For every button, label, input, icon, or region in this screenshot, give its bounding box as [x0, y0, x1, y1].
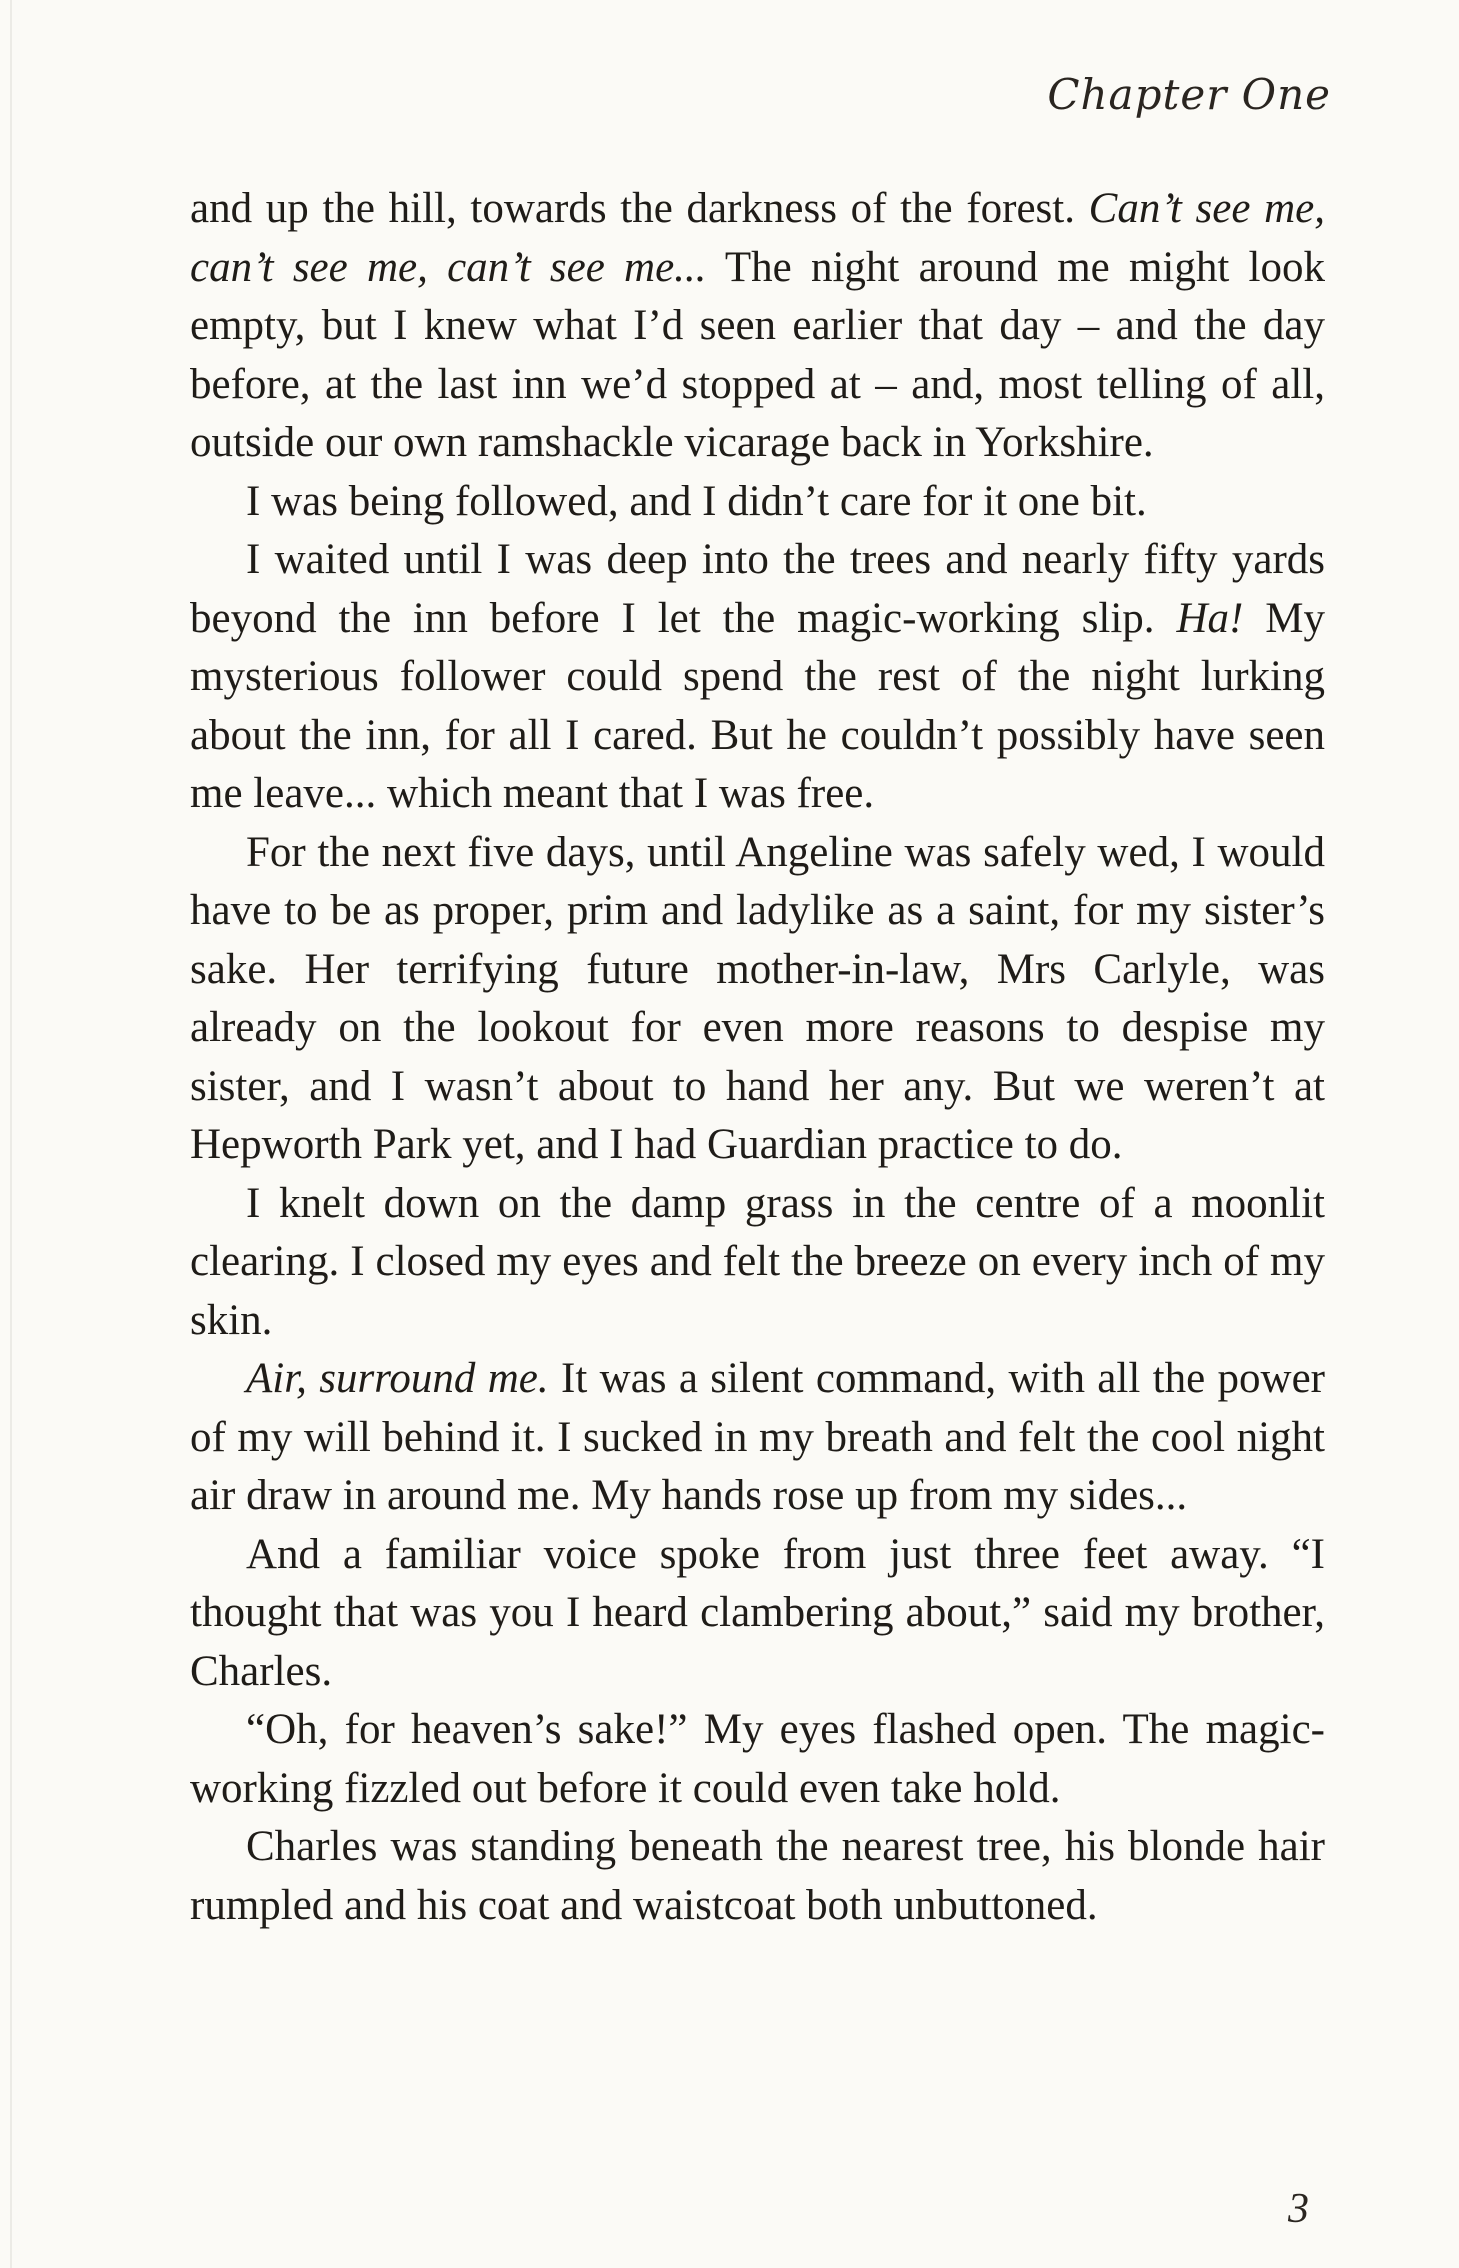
paragraph	[190, 1818, 1325, 1935]
italic-text-segment: Can’t see me, can’t see me, can’t see me...	[190, 185, 1325, 291]
text-segment: It was a silent command, with all the power of my will behind it. I sucked in my breath and felt the cool night air draw in around me. My hands rose up from my sides...	[190, 1355, 1325, 1519]
italic-text-segment: Ha!	[1176, 594, 1244, 642]
paragraph	[190, 531, 1325, 824]
text-segment: “Oh, for heaven’s sake!” My eyes flashed open. The magic-working fizzled out before it could even take hold.	[190, 1706, 1325, 1812]
paragraph	[190, 473, 1325, 532]
paragraph	[190, 1350, 1325, 1526]
running-head: Chapter One	[1047, 70, 1331, 119]
text-segment: and up the hill, towards the darkness of the forest.	[190, 185, 1089, 232]
paragraph	[190, 1175, 1325, 1351]
text-segment: Charles was standing beneath the nearest tree, his blonde hair rumpled and his coat and waistcoat both unbuttoned.	[190, 1823, 1325, 1929]
paragraph	[190, 1701, 1325, 1818]
body-text	[190, 180, 1325, 1935]
paragraph	[190, 824, 1325, 1175]
text-segment: I was being followed, and I didn’t care for it one bit.	[246, 477, 1147, 525]
text-segment: I waited until I was deep into the trees and nearly fifty yards beyond the inn before I let the magic-working slip.	[190, 536, 1325, 642]
italic-text-segment: Air, surround me.	[246, 1355, 549, 1402]
text-segment: For the next five days, until Angeline was safely wed, I would have to be as proper, prim and ladylike as a saint, for my sister’s sake. Her terrifying future mother-in-law, Mrs Carlyle, was already on the lookout for even more reasons to despise my sister, and I wasn’t about to hand her any. But we weren’t at Hepworth Park yet, and I had Guardian practice to do.	[190, 828, 1325, 1168]
page-number: 3	[1288, 2186, 1309, 2232]
text-segment: And a familiar voice spoke from just three feet away. “I thought that was you I heard clambering about,” said my brother, Charles.	[190, 1530, 1325, 1695]
page-gutter-edge	[10, 0, 12, 2268]
paragraph	[190, 180, 1325, 473]
text-segment: I knelt down on the damp grass in the centre of a moonlit clearing. I closed my eyes and felt the breeze on every inch of my skin.	[190, 1179, 1325, 1344]
paragraph	[190, 1526, 1325, 1702]
text-segment: My mysterious follower could spend the rest of the night lurking about the inn, for all I cared. But he couldn’t possibly have seen me leave... which meant that I was free.	[190, 594, 1326, 817]
text-segment: The night around me might look empty, but I knew what I’d seen earlier that day – and the day before, at the last inn we’d stopped at – and, most telling of all, outside our own ramshackle vicarage back in Yorkshire.	[190, 243, 1325, 466]
